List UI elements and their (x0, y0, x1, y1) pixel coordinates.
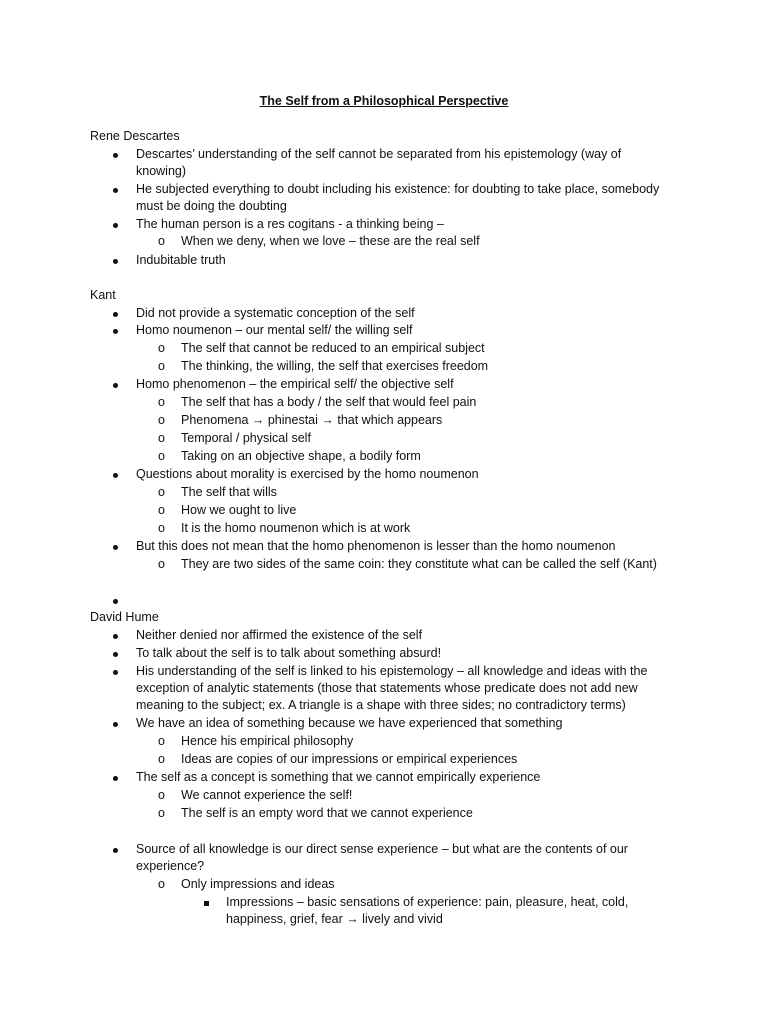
bullet (113, 645, 118, 663)
bullet (113, 252, 118, 270)
document-title: The Self from a Philosophical Perspective (259, 94, 509, 108)
bullet (113, 715, 118, 733)
list-item: Homo noumenon – our mental self/ the willing self (136, 323, 413, 337)
list-item: Questions about morality is exercised by the homo noumenon (136, 467, 479, 481)
list-item: He subjected everything to doubt including his existence: for doubting to take place, somebody (136, 182, 660, 196)
sub-list-item: The self that wills (181, 485, 277, 499)
sub-list-item: The thinking, the willing, the self that exercises freedom (181, 359, 489, 373)
list-item: Indubitable truth (136, 253, 226, 267)
bullet (113, 663, 118, 681)
section-heading-kant: Kant (90, 288, 116, 302)
sub-bullet-marker: o (158, 449, 165, 463)
sub-list-item: The self that cannot be reduced to an empirical subject (181, 341, 485, 355)
list-item-continuation: knowing) (136, 164, 187, 178)
sub-bullet-marker: o (158, 877, 165, 891)
sub-list-item: Taking on an objective shape, a bodily form (181, 449, 421, 463)
sub-list-item: We cannot experience the self! (181, 788, 353, 802)
list-item-continuation: exception of analytic statements (those that statements whose predicate does not add new (136, 681, 638, 695)
sub-bullet-marker: o (158, 341, 165, 355)
sub-bullet-marker: o (158, 234, 165, 248)
sub-bullet-marker: o (158, 806, 165, 820)
list-item: But this does not mean that the homo phenomenon is lesser than the homo noumenon (136, 539, 616, 553)
list-item: Source of all knowledge is our direct sense experience – but what are the contents of our (136, 842, 628, 856)
sub-list-item: How we ought to live (181, 503, 297, 517)
list-item-continuation: meaning to the subject; ex. A triangle is a shape with three sides; no contradictory terms) (136, 698, 626, 712)
sub-list-item: It is the homo noumenon which is at work (181, 521, 411, 535)
bullet (113, 181, 118, 199)
bullet (113, 627, 118, 645)
bullet (113, 305, 118, 323)
list-item: To talk about the self is to talk about something absurd! (136, 646, 442, 660)
bullet (113, 841, 118, 859)
bullet (113, 322, 118, 340)
sub-sub-list-item-continuation: happiness, grief, fear → lively and vivid (226, 912, 443, 926)
sub-bullet-marker: o (158, 734, 165, 748)
list-item: Neither denied nor affirmed the existence of the self (136, 628, 423, 642)
sub-list-item: The self that has a body / the self that would feel pain (181, 395, 477, 409)
sub-sub-list-item: Impressions – basic sensations of experience: pain, pleasure, heat, cold, (226, 895, 629, 909)
bullet (113, 466, 118, 484)
list-item: We have an idea of something because we have experienced that something (136, 716, 563, 730)
section-heading-hume: David Hume (90, 610, 159, 624)
sub-bullet-marker: o (158, 521, 165, 535)
list-item: His understanding of the self is linked to his epistemology – all knowledge and ideas with the (136, 664, 648, 678)
sub-list-item: Hence his empirical philosophy (181, 734, 354, 748)
sub-bullet-marker: o (158, 413, 165, 427)
sub-bullet-marker: o (158, 752, 165, 766)
bullet (113, 538, 118, 556)
list-item: Homo phenomenon – the empirical self/ the objective self (136, 377, 454, 391)
sub-bullet-marker: o (158, 503, 165, 517)
empty-bullet (113, 592, 118, 610)
section-heading-descartes: Rene Descartes (90, 129, 180, 143)
sub-bullet-marker: o (158, 557, 165, 571)
list-item: The human person is a res cogitans - a thinking being – (136, 217, 444, 231)
sub-bullet-marker: o (158, 395, 165, 409)
list-item-continuation: experience? (136, 859, 205, 873)
sub-list-item: Only impressions and ideas (181, 877, 335, 891)
sub-bullet-marker: o (158, 788, 165, 802)
sub-bullet-marker: o (158, 485, 165, 499)
sub-list-item: Phenomena → phinestai → that which appears (181, 413, 443, 427)
sub-list-item: Temporal / physical self (181, 431, 311, 445)
bullet (113, 216, 118, 234)
sub-bullet-marker: o (158, 359, 165, 373)
list-item-continuation: must be doing the doubting (136, 199, 287, 213)
sub-list-item: They are two sides of the same coin: they constitute what can be called the self (Kant) (181, 557, 657, 571)
sub-bullet-marker: o (158, 431, 165, 445)
bullet (113, 376, 118, 394)
square-bullet (204, 894, 209, 912)
list-item: The self as a concept is something that we cannot empirically experience (136, 770, 541, 784)
bullet (113, 146, 118, 164)
sub-list-item: Ideas are copies of our impressions or empirical experiences (181, 752, 518, 766)
bullet (113, 769, 118, 787)
list-item: Did not provide a systematic conception of the self (136, 306, 415, 320)
list-item: Descartes’ understanding of the self cannot be separated from his epistemology (way of (136, 147, 622, 161)
sub-list-item: The self is an empty word that we cannot experience (181, 806, 473, 820)
sub-list-item: When we deny, when we love – these are the real self (181, 234, 480, 248)
